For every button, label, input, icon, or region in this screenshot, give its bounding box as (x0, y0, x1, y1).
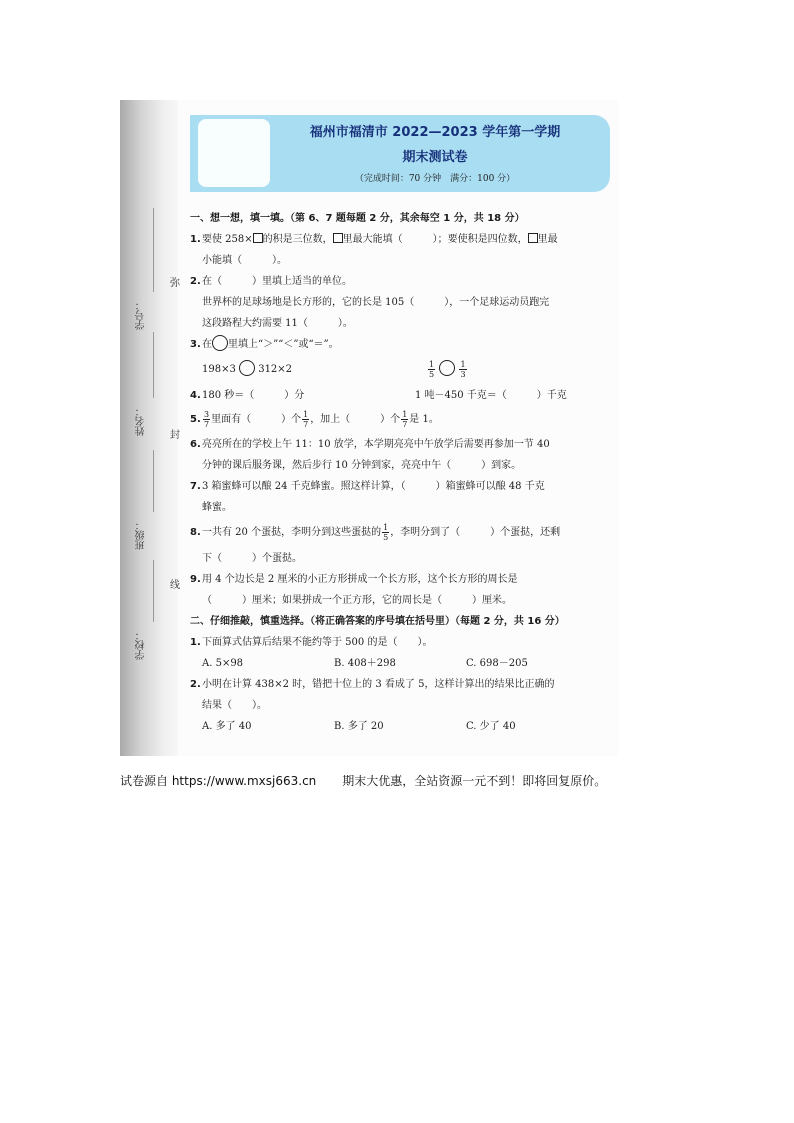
exam-info: （完成时间：70 分钟 满分：100 分） (354, 174, 516, 184)
question-8: 8.一共有 20 个蛋挞，李明分到这些蛋挞的 $\frac{1}{5}$ ，李明分到了（ ）个蛋挞，还剩 (190, 523, 561, 542)
gutter-field-name: 姓名： (136, 406, 147, 436)
fraction-one-fifth: $\frac{1}{5}$ (429, 360, 435, 379)
section-2-title: 二、仔细推敲，慎重选择。（将正确答案的序号填在括号里）（每题 2 分，共 16 分） (190, 616, 565, 627)
option-a: A. 5×98 (202, 658, 244, 669)
fraction-one-seventh: $\frac{1}{7}$ (303, 410, 309, 429)
choice-question-1: 1.下面算式估算后结果不能约等于 500 的是（ ）。 (190, 637, 433, 648)
question-7-cont: 蜂蜜。 (202, 502, 232, 513)
gutter-line (153, 332, 154, 398)
option-b: B. 多了 20 (334, 721, 384, 732)
option-b: B. 408＋298 (334, 658, 396, 669)
question-1-cont: 小能填（ ）。 (202, 255, 287, 266)
choice-1-options (190, 653, 614, 674)
compare-circle (239, 360, 255, 376)
question-3: 3.在 里填上“＞”“＜”或“＝”。 (190, 334, 614, 355)
seal-mark: 线 (170, 580, 180, 591)
square-box (528, 233, 538, 243)
fraction-one-third: $\frac{1}{3}$ (460, 360, 466, 379)
choice-question-2-cont: 结果（ ）。 (202, 700, 267, 711)
square-box (253, 233, 263, 243)
question-1: 1.要使 258× 的积是三位数， 里最大能填（ ）；要使积是四位数， 里最 (190, 234, 558, 245)
question-6-cont: 分钟的课后服务课，然后步行 10 分钟到家，亮亮中午（ ）到家。 (202, 460, 522, 471)
question-8-cont: 下（ ）个蛋挞。 (202, 553, 302, 564)
exam-scan (120, 100, 618, 756)
fraction-one-fifth: $\frac{1}{5}$ (383, 523, 389, 542)
gutter-field-student-id: 学号： (136, 300, 147, 330)
source-footer (120, 772, 606, 789)
option-a: A. 多了 40 (202, 721, 252, 732)
source-link[interactable]: 试卷源自 https://www.mxsj663.cn (120, 774, 317, 788)
square-box (333, 233, 343, 243)
title-banner (190, 115, 610, 192)
question-2-line-3: 这段路程大约需要 11（ ）。 (202, 318, 353, 329)
question-9-cont: （ ）厘米；如果拼成一个正方形，它的周长是（ ）厘米。 (202, 595, 512, 606)
gutter-line (153, 208, 154, 292)
seal-mark: 封 (170, 430, 180, 441)
section-1-title: 一、想一想，填一填。（第 6、7 题每题 2 分，其余每空 1 分，共 18 分） (190, 213, 525, 224)
promo-text: 期末大优惠，全站资源一元不到！即将回复原价。 (342, 774, 607, 788)
compare-circle (439, 360, 455, 376)
gutter-line (153, 450, 154, 512)
question-2: 2.在（ ）里填上适当的单位。 (190, 276, 352, 287)
question-2-line-2: 世界杯的足球场地是长方形的，它的长是 105（ ），一个足球运动员跑完 (202, 297, 550, 308)
question-9: 9.用 4 个边长是 2 厘米的小正方形拼成一个长方形，这个长方形的周长是 (190, 574, 518, 585)
gutter-field-class: 班级： (136, 520, 147, 550)
gutter-field-school: 学校： (136, 630, 147, 660)
exam-subtitle: 期末测试卷 (402, 150, 468, 165)
compare-circle (212, 335, 228, 351)
question-6: 6.亮亮所在的学校上午 11：10 放学，本学期亮亮中午放学后需要再参加一节 40 (190, 439, 550, 450)
option-c: C. 698－205 (466, 658, 528, 669)
gutter-line (153, 560, 154, 622)
question-3-items: 198×3 312×2 $\frac{1}{5}$ $\frac{1}{3}$ (202, 360, 466, 379)
question-5: 5. $\frac{3}{7}$ 里面有（ ）个 $\frac{1}{7}$ ，加上（ ）个 $\frac{1}{7}$ 是 1。 (190, 410, 439, 429)
exam-content (190, 208, 614, 737)
option-c: C. 少了 40 (466, 721, 516, 732)
exam-title: 福州市福清市 2022—2023 学年第一学期 (309, 125, 561, 140)
fraction-one-seventh: $\frac{1}{7}$ (402, 410, 408, 429)
choice-question-2: 2.小明在计算 438×2 时，错把十位上的 3 看成了 5，这样计算出的结果比正确的 (190, 679, 555, 690)
choice-2-options (190, 716, 614, 737)
binding-gutter (120, 100, 178, 756)
question-7: 7.3 箱蜜蜂可以酿 24 千克蜂蜜。照这样计算，（ ）箱蜜蜂可以酿 48 千克 (190, 481, 545, 492)
fraction-three-sevenths: $\frac{3}{7}$ (204, 410, 210, 429)
seal-mark: 弥 (170, 278, 180, 289)
question-4: 4.180 秒＝（ ）分 1 吨－450 千克＝（ ）千克 (190, 390, 567, 401)
